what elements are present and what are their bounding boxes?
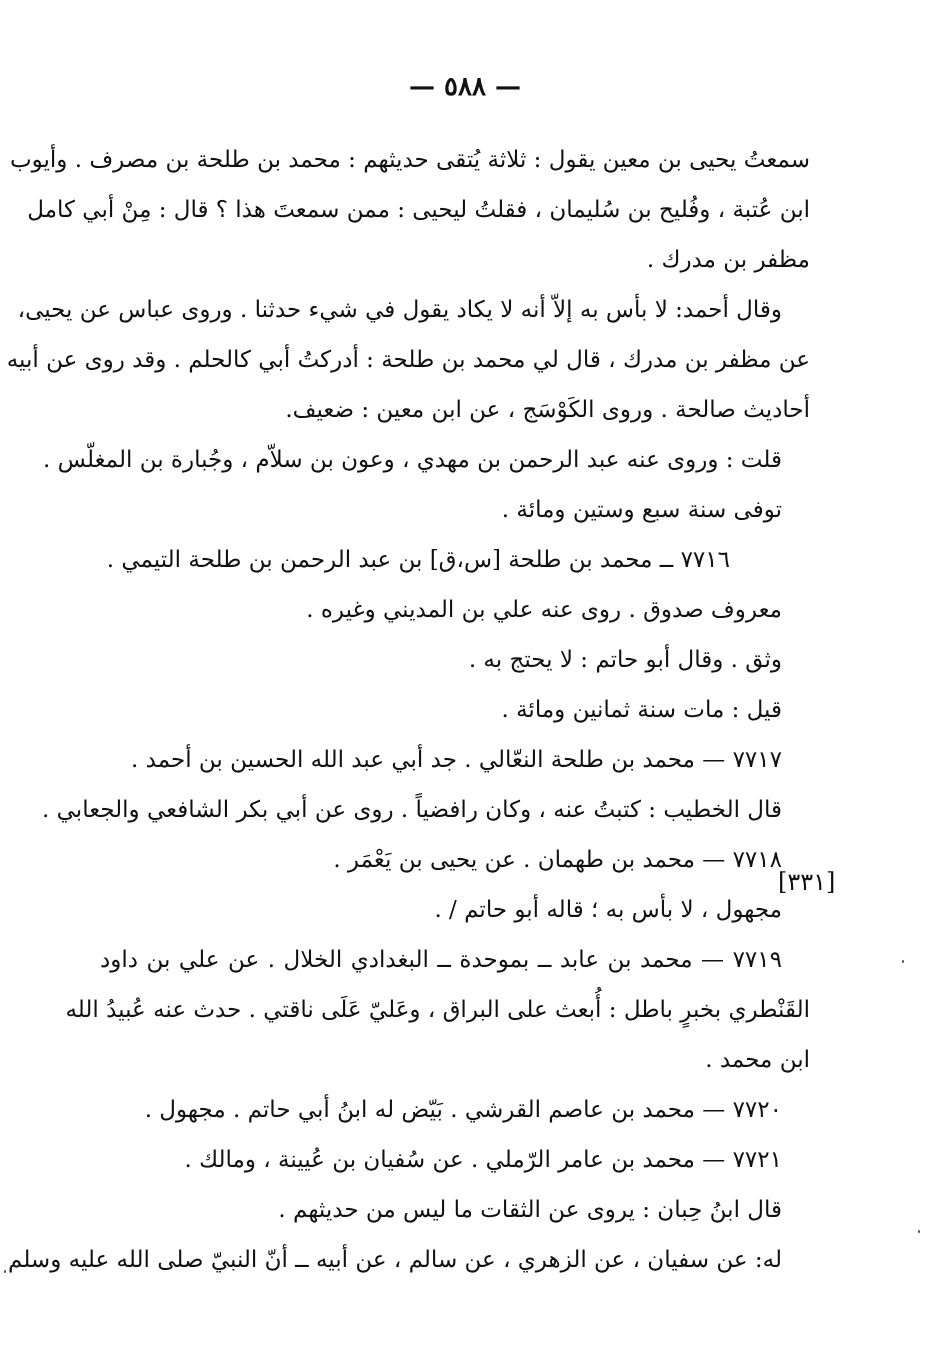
entry-7718: ٧٧١٨ — محمد بن طهمان . عن يحيى بن يَعْمَر .	[333, 847, 782, 873]
text-line: ابن عُتبة ، وفُليح بن سُليمان ، فقلتُ ليحيى : ممن سمعتَ هذا ؟ قال : مِنْ أبي كامل	[27, 197, 810, 223]
scan-speck	[4, 1270, 6, 1273]
text-line: ابن محمد .	[705, 1047, 810, 1073]
margin-note: [٣٣١]	[778, 868, 836, 896]
text-line: قيل : مات سنة ثمانين ومائة .	[501, 697, 782, 723]
text-line: مظفر بن مدرك .	[646, 247, 810, 273]
entry-7716: ٧٧١٦ ــ محمد بن طلحة [س،ق] بن عبد الرحمن بن طلحة التيمي .	[106, 547, 730, 573]
page-number: — ٥٨٨ —	[408, 72, 522, 102]
scan-speck	[902, 960, 904, 963]
text-line: وثق . وقال أبو حاتم : لا يحتج به .	[468, 647, 782, 673]
entry-7721: ٧٧٢١ — محمد بن عامر الرّملي . عن سُفيان بن عُيينة ، ومالك .	[184, 1147, 782, 1173]
text-line: توفى سنة سبع وستين ومائة .	[501, 497, 782, 523]
text-line: قال ابنُ حِبان : يروى عن الثقات ما ليس من حديثهم .	[278, 1197, 782, 1223]
text-line: القَنْطري بخبرٍ باطل : أُبعث على البراق ، وعَليّ عَلَى ناقتي . حدث عنه عُبيدُ الله	[65, 997, 810, 1023]
text-line: مجهول ، لا بأس به ؛ قاله أبو حاتم / .	[434, 897, 782, 923]
scan-speck	[918, 1230, 920, 1233]
text-line: عن مظفر بن مدرك ، قال لي محمد بن طلحة : أدركتُ أبي كالحلم . وقد روى عن أبيه	[6, 347, 810, 373]
text-body	[6, 135, 810, 1285]
text-line: قلت : وروى عنه عبد الرحمن بن مهدي ، وعون بن سلاّم ، وجُبارة بن المغلّس .	[43, 447, 782, 473]
text-line: سمعتُ يحيى بن معين يقول : ثلاثة يُتقى حديثهم : محمد بن طلحة بن مصرف . وأيوب	[9, 147, 810, 173]
text-line: له: عن سفيان ، عن الزهري ، عن سالم ، عن أبيه ــ أنّ النبيّ صلى الله عليه وسلم	[8, 1247, 782, 1273]
entry-7717: ٧٧١٧ — محمد بن طلحة النعّالي . جد أبي عبد الله الحسين بن أحمد .	[131, 747, 782, 773]
text-line: قال الخطيب : كتبتُ عنه ، وكان رافضياً . روى عن أبي بكر الشافعي والجعابي .	[42, 797, 782, 823]
text-line: أحاديث صالحة . وروى الكَوْسَج ، عن ابن معين : ضعيف.	[285, 397, 810, 423]
text-line: وقال أحمد: لا بأس به إلاّ أنه لا يكاد يقول في شيء حدثنا . وروى عباس عن يحيى،	[17, 297, 782, 323]
text-line: معروف صدوق . روى عنه علي بن المديني وغيره .	[306, 597, 782, 623]
entry-7720: ٧٧٢٠ — محمد بن عاصم القرشي . بَيّض له ابنُ أبي حاتم . مجهول .	[144, 1097, 782, 1123]
entry-7719: ٧٧١٩ — محمد بن عابد ــ بموحدة ــ البغدادي الخلال . عن علي بن داود	[100, 947, 782, 973]
